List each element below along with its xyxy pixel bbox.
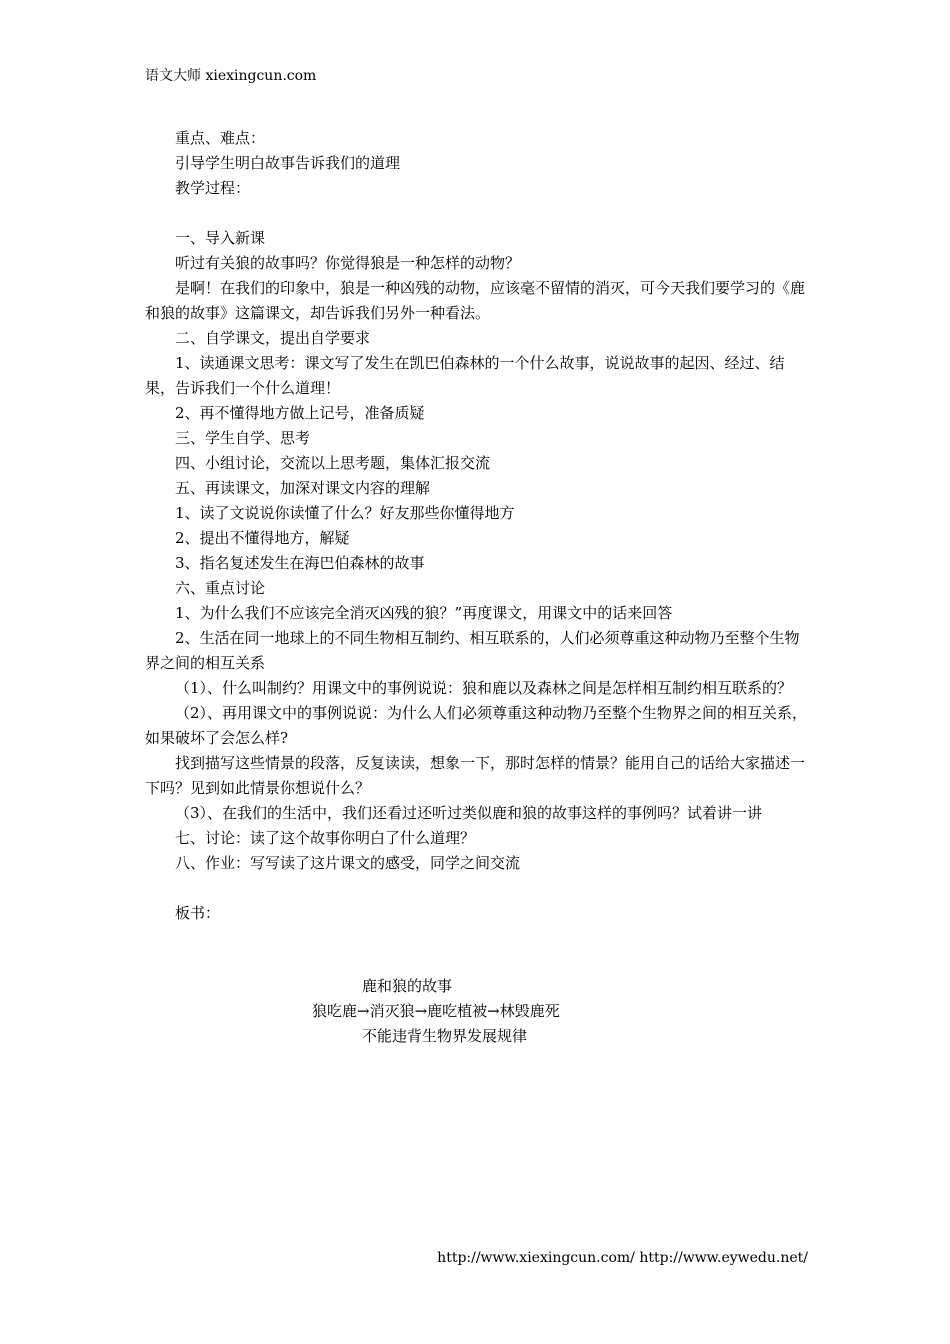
spacer [145, 201, 810, 226]
section-heading: 六、重点讨论 [175, 579, 266, 597]
lesson-content [145, 126, 810, 926]
paragraph: 听过有关狼的故事吗？你觉得狼是一种怎样的动物？ [175, 254, 521, 272]
paragraph: 2、生活在同一地球上的不同生物相互制约、相互联系的，人们必须尊重这种动物乃至整个生物界之间的相互关系 [145, 629, 800, 672]
paragraph: （2）、再用课文中的事例说说：为什么人们必须尊重这种动物乃至整个生物界之间的相互关系，如果破坏了会怎么样? [145, 704, 808, 747]
key-points-heading: 重点、难点： [175, 129, 266, 147]
paragraph: 3、指名复述发生在海巴伯森林的故事 [175, 554, 425, 572]
paragraph: 找到描写这些情景的段落，反复读读，想象一下，那时怎样的情景？能用自己的话给大家描述一下吗？见到如此情景你想说什么？ [145, 754, 806, 797]
paragraph: 2、提出不懂得地方，解疑 [175, 529, 350, 547]
section-heading: 二、自学课文，提出自学要求 [175, 329, 371, 347]
spacer [145, 876, 810, 901]
board-label: 板书： [175, 904, 221, 922]
section-heading: 五、再读课文，加深对课文内容的理解 [175, 479, 431, 497]
teaching-process-heading: 教学过程： [175, 179, 251, 197]
board-chain: 狼吃鹿→消灭狼→鹿吃植被→林毁鹿死 [312, 1002, 560, 1020]
paragraph: 七、讨论：读了这个故事你明白了什么道理？ [175, 829, 476, 847]
section-heading: 四、小组讨论，交流以上思考题，集体汇报交流 [175, 454, 491, 472]
board-title: 鹿和狼的故事 [362, 977, 453, 995]
paragraph: （1）、什么叫制约？用课文中的事例说说：狼和鹿以及森林之间是怎样相互制约相互联系的？ [175, 679, 793, 697]
section-heading: 三、学生自学、思考 [175, 429, 311, 447]
page-header: 语文大师 xiexingcun.com [145, 68, 317, 84]
paragraph: 1、读通课文思考：课文写了发生在凯巴伯森林的一个什么故事，说说故事的起因、经过、结果，告诉我们一个什么道理！ [145, 354, 785, 397]
page-footer: http://www.xiexingcun.com/ http://www.eywedu.net/ [437, 1250, 808, 1266]
paragraph: 1、为什么我们不应该完全消灭凶残的狼？”再度课文，用课文中的话来回答 [175, 604, 673, 622]
paragraph: 2、再不懂得地方做上记号，准备质疑 [175, 404, 425, 422]
paragraph: 八、作业：写写读了这片课文的感受，同学之间交流 [175, 854, 521, 872]
section-heading: 一、导入新课 [175, 229, 266, 247]
paragraph: （3）、在我们的生活中，我们还看过还听过类似鹿和狼的故事这样的事例吗？试着讲一讲 [175, 804, 763, 822]
paragraph: 是啊！在我们的印象中，狼是一种凶残的动物，应该毫不留情的消灭，可今天我们要学习的《鹿和狼的故事》这篇课文，却告诉我们另外一种看法。 [145, 279, 806, 322]
key-points-text: 引导学生明白故事告诉我们的道理 [175, 154, 401, 172]
board-conclusion: 不能违背生物界发展规律 [362, 1027, 528, 1045]
paragraph: 1、读了文说说你读懂了什么？好友那些你懂得地方 [175, 504, 515, 522]
